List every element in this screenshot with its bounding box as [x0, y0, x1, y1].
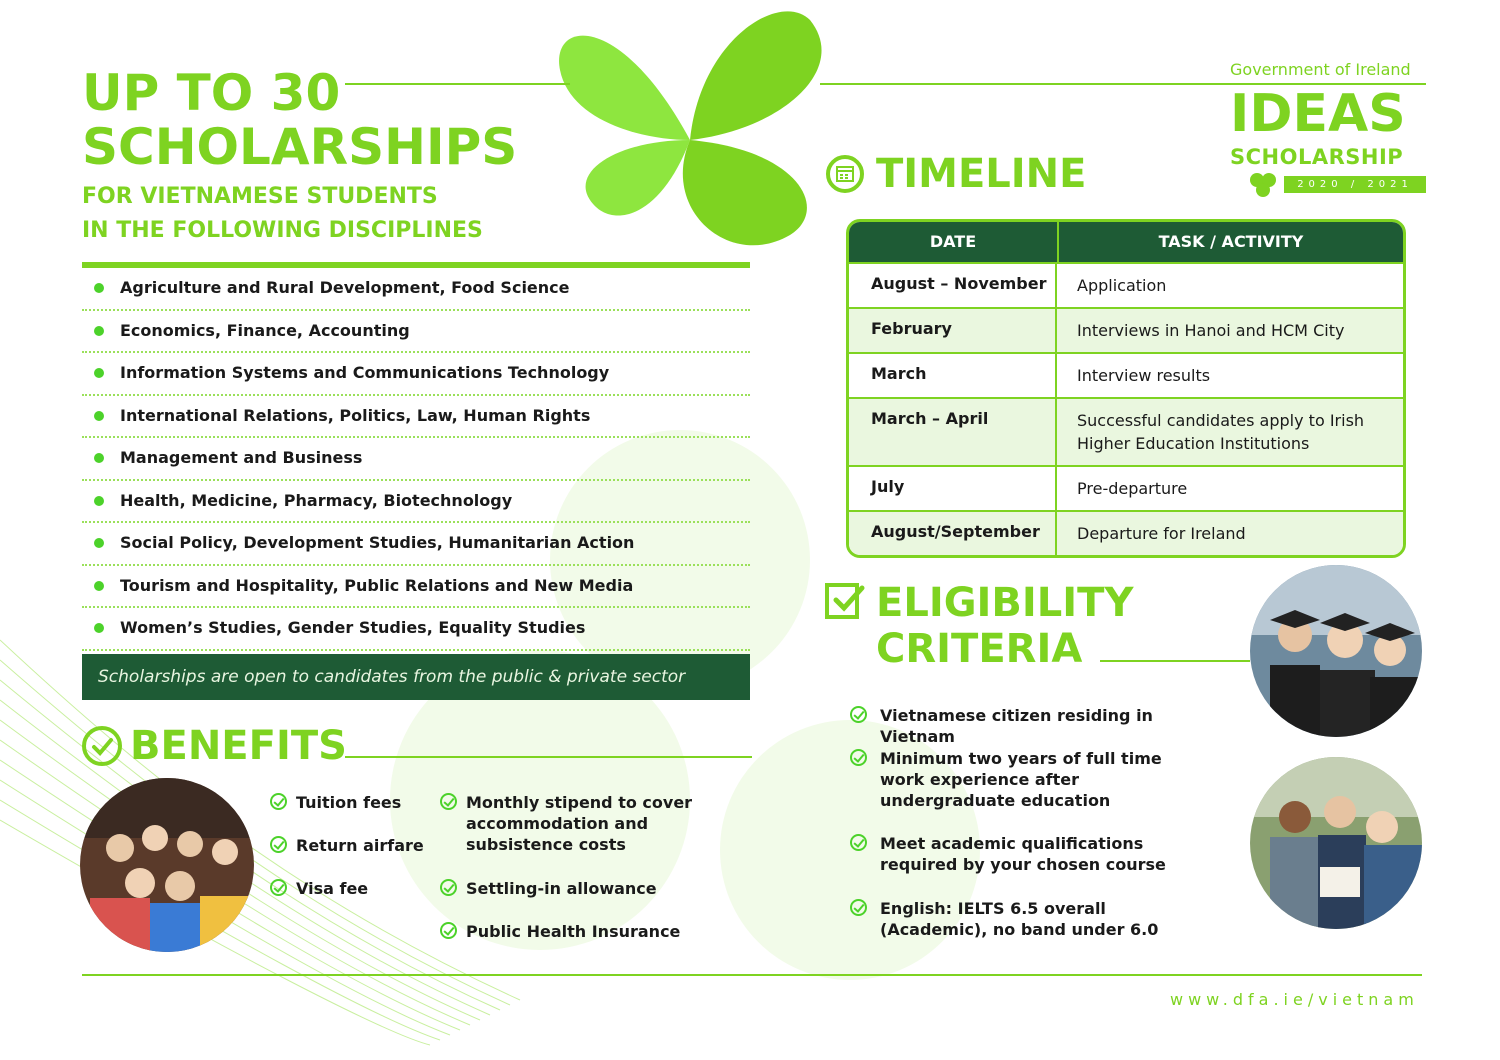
table-header	[849, 222, 1403, 262]
check-circle-icon	[82, 726, 122, 766]
check-icon	[850, 706, 867, 723]
check-icon	[850, 834, 867, 851]
bullet-icon	[94, 411, 104, 421]
sector-note: Scholarships are open to candidates from the public & private sector	[82, 654, 750, 700]
list-item: Tourism and Hospitality, Public Relations and New Media	[82, 566, 750, 609]
benefit-item: Monthly stipend to cover accommodation and subsistence costs	[440, 792, 700, 855]
benefit-item: Visa fee	[270, 878, 430, 899]
ideas-logo: IDEAS	[1230, 84, 1406, 144]
bullet-icon	[94, 538, 104, 548]
list-item: Social Policy, Development Studies, Humanitarian Action	[82, 523, 750, 566]
check-icon	[850, 899, 867, 916]
check-icon	[440, 793, 457, 810]
check-icon	[270, 836, 287, 853]
table-row: August – November Application	[849, 262, 1403, 307]
disciplines-list	[82, 262, 750, 651]
subhead-line-1: FOR VIETNAMESE STUDENTS	[82, 184, 438, 209]
eligibility-title-line-1: ELIGIBILITY	[876, 580, 1134, 626]
table-row: August/September Departure for Ireland	[849, 510, 1403, 555]
bullet-icon	[94, 368, 104, 378]
eligibility-title	[876, 580, 1133, 672]
bullet-icon	[94, 453, 104, 463]
benefit-item: Settling-in allowance	[440, 878, 700, 899]
list-item: Agriculture and Rural Development, Food Science	[82, 268, 750, 311]
checklist-icon	[824, 580, 866, 622]
students-reading-photo	[1250, 757, 1422, 929]
header-date: DATE	[849, 222, 1059, 262]
calendar-icon	[826, 155, 864, 193]
check-icon	[440, 879, 457, 896]
criteria-item: English: IELTS 6.5 overall (Academic), no band under 6.0	[850, 898, 1190, 940]
table-row: July Pre-departure	[849, 465, 1403, 510]
graduates-photo	[1250, 565, 1422, 737]
benefit-item: Public Health Insurance	[440, 921, 700, 942]
list-item: Information Systems and Communications Technology	[82, 353, 750, 396]
bullet-icon	[94, 581, 104, 591]
scholarship-logo: SCHOLARSHIP	[1230, 145, 1404, 169]
benefit-item: Return airfare	[270, 835, 430, 856]
subhead-line-2: IN THE FOLLOWING DISCIPLINES	[82, 218, 483, 243]
check-icon	[440, 922, 457, 939]
table-row: February Interviews in Hanoi and HCM City	[849, 307, 1403, 352]
main-headline	[82, 66, 517, 174]
bullet-icon	[94, 283, 104, 293]
eligibility-title-line-2: CRITERIA	[876, 626, 1083, 672]
shamrock-icon	[559, 11, 821, 245]
bullet-icon	[94, 326, 104, 336]
timeline-title: TIMELINE	[876, 151, 1087, 197]
criteria-item: Vietnamese citizen residing in Vietnam	[850, 705, 1190, 747]
list-item: Management and Business	[82, 438, 750, 481]
website-link[interactable]: www.dfa.ie/vietnam	[1170, 990, 1419, 1009]
header-task: TASK / ACTIVITY	[1158, 232, 1304, 251]
headline-line-1: UP TO 30	[82, 64, 341, 122]
headline-line-2: SCHOLARSHIPS	[82, 118, 518, 176]
table-row: March Interview results	[849, 352, 1403, 397]
shamrock-icon	[1246, 170, 1282, 200]
check-icon	[270, 793, 287, 810]
bullet-icon	[94, 623, 104, 633]
list-item: International Relations, Politics, Law, Human Rights	[82, 396, 750, 439]
table-row: March – April Successful candidates apply to Irish Higher Education Institutions	[849, 397, 1403, 465]
benefit-item: Tuition fees	[270, 792, 430, 813]
check-icon	[850, 749, 867, 766]
criteria-item: Minimum two years of full time work experience after undergraduate education	[850, 748, 1190, 811]
timeline-table	[846, 219, 1406, 558]
subheadline	[82, 180, 483, 248]
year-badge: 2020 / 2021	[1284, 176, 1426, 193]
bullet-icon	[94, 496, 104, 506]
criteria-item: Meet academic qualifications required by your chosen course	[850, 833, 1190, 875]
benefits-title: BENEFITS	[130, 723, 347, 769]
check-icon	[270, 879, 287, 896]
list-item: Health, Medicine, Pharmacy, Biotechnology	[82, 481, 750, 524]
students-group-photo	[80, 778, 254, 952]
list-item: Economics, Finance, Accounting	[82, 311, 750, 354]
list-item: Women’s Studies, Gender Studies, Equality Studies	[82, 608, 750, 651]
government-label: Government of Ireland	[1230, 60, 1411, 79]
